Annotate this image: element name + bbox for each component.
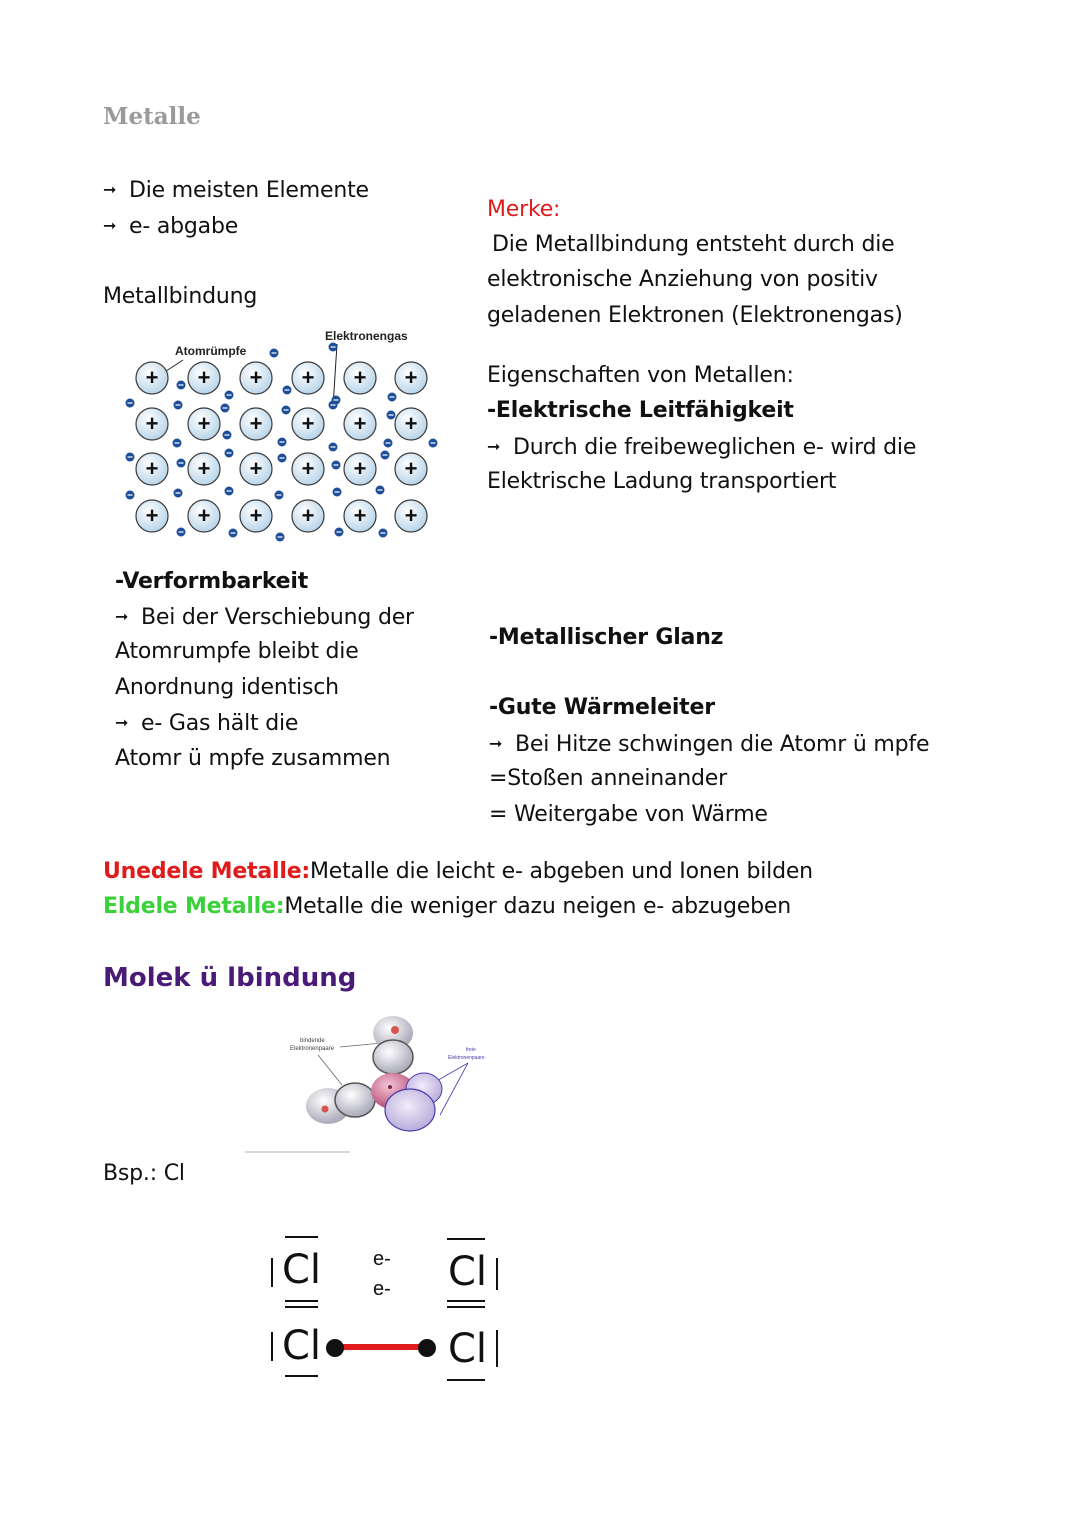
- electron-label-1: e-: [373, 1248, 391, 1270]
- plus-charge: +: [249, 365, 263, 390]
- edel-label: Eldele Metalle:: [103, 894, 285, 919]
- atom-core: [292, 500, 324, 532]
- merke-label: Merke:: [487, 197, 561, 222]
- atom-core: [240, 362, 272, 394]
- free-label: freie: [466, 1047, 476, 1053]
- bonding-pointer-1: [340, 1043, 382, 1047]
- atom-core: [136, 500, 168, 532]
- free-label-2: Elektronenpaare: [448, 1055, 485, 1061]
- chlorine-atom-3: Cl: [282, 1323, 322, 1369]
- arrow-icon: ➞: [103, 180, 117, 199]
- merke-line-2: elektronische Anziehung von positiv: [487, 267, 878, 292]
- atom-core: [188, 408, 220, 440]
- unedel-row: [103, 854, 813, 889]
- deformability-line-5: Atomr ü mpfe zusammen: [115, 746, 391, 771]
- atom-core: [395, 453, 427, 485]
- metallbindung-heading: Metallbindung: [103, 284, 258, 309]
- electron-gas-label: Elektronengas: [325, 329, 408, 343]
- heat-title: -Gute Wärmeleiter: [489, 695, 715, 720]
- atom-core: [395, 362, 427, 394]
- atom-core: [292, 408, 324, 440]
- metal-bond-diagram: [115, 325, 450, 550]
- conductivity-line-1: ➞ Durch die freibeweglichen e- wird die: [487, 429, 916, 465]
- electron-label-2: e-: [373, 1278, 391, 1300]
- luster-title: -Metallischer Glanz: [489, 625, 724, 650]
- atom-cores-label: Atomrümpfe: [175, 344, 247, 358]
- unedel-label: Unedele Metalle:: [103, 859, 311, 884]
- atom-core: [188, 362, 220, 394]
- nucleus-left: [322, 1106, 329, 1113]
- bonding-label: bindende: [300, 1038, 325, 1044]
- edel-text: Metalle die weniger dazu neigen e- abzugeben: [284, 894, 791, 919]
- plus-charge: +: [197, 456, 211, 481]
- atom-core: [136, 453, 168, 485]
- plus-charge: +: [197, 365, 211, 390]
- plus-charge: +: [404, 411, 418, 436]
- example-label: Bsp.: Cl: [103, 1161, 185, 1186]
- atom-core: [136, 362, 168, 394]
- free-pair-lobe-bottom: [385, 1089, 435, 1131]
- molekuel-heading: Molek ü lbindung: [103, 963, 357, 993]
- atom-core: [188, 453, 220, 485]
- atom-core: [344, 453, 376, 485]
- plus-charge: +: [145, 456, 159, 481]
- deformability-title: -Verformbarkeit: [115, 569, 309, 594]
- electron-cloud: [126, 343, 438, 542]
- nucleus-center: [388, 1085, 392, 1089]
- atom-core: [344, 500, 376, 532]
- deformability-line-1: ➞ Bei der Verschiebung der: [115, 599, 414, 635]
- molecule-figure: [240, 1005, 515, 1165]
- merke-line-3: geladenen Elektronen (Elektronengas): [487, 303, 903, 328]
- atom-core: [188, 500, 220, 532]
- plus-charge: +: [145, 411, 159, 436]
- heat-line-3: = Weitergabe von Wärme: [489, 802, 768, 827]
- chlorine-atom-1: Cl: [282, 1247, 322, 1293]
- plus-charge: +: [301, 503, 315, 528]
- plus-charge: +: [197, 411, 211, 436]
- deformability-line-2: Atomrumpfe bleibt die: [115, 639, 359, 664]
- bonding-pair-lobe-left: [335, 1083, 375, 1117]
- deformability-line-3: Anordnung identisch: [115, 675, 339, 700]
- plus-charge: +: [404, 503, 418, 528]
- atom-core: [292, 362, 324, 394]
- plus-charge: +: [145, 365, 159, 390]
- conductivity-line-2: Elektrische Ladung transportiert: [487, 469, 837, 494]
- arrow-icon: ➞: [115, 607, 129, 626]
- intro-line-2: ➞ e- abgabe: [103, 208, 238, 244]
- heat-line-1: ➞ Bei Hitze schwingen die Atomr ü mpfe: [489, 726, 929, 762]
- plus-charge: +: [353, 411, 367, 436]
- unedel-text: Metalle die leicht e- abgeben und Ionen bilden: [310, 859, 813, 884]
- bond-electron-left: [326, 1339, 344, 1357]
- plus-charge: +: [404, 365, 418, 390]
- plus-charge: +: [145, 503, 159, 528]
- plus-charge: +: [353, 365, 367, 390]
- page-title: Metalle: [103, 103, 201, 130]
- chlorine-atom-2: Cl: [448, 1249, 488, 1295]
- plus-charge: +: [353, 456, 367, 481]
- plus-charge: +: [404, 456, 418, 481]
- heat-line-2: =Stoßen anneinander: [489, 766, 727, 791]
- deformability-line-4: ➞ e- Gas hält die: [115, 705, 298, 741]
- conductivity-title: -Elektrische Leitfähigkeit: [487, 398, 794, 423]
- atom-core: [240, 500, 272, 532]
- bond-electron-right: [418, 1339, 436, 1357]
- atom-core: [344, 408, 376, 440]
- lewis-structure: [255, 1225, 520, 1395]
- atom-core: [240, 453, 272, 485]
- atom-core: [395, 408, 427, 440]
- bonding-pair-lobe-top: [373, 1040, 413, 1074]
- plus-charge: +: [301, 456, 315, 481]
- plus-charge: +: [353, 503, 367, 528]
- bonding-label-2: Elektronenpaare: [290, 1046, 335, 1052]
- properties-heading: Eigenschaften von Metallen:: [487, 363, 794, 388]
- atom-core: [344, 362, 376, 394]
- arrow-icon: ➞: [115, 713, 129, 732]
- plus-charge: +: [249, 411, 263, 436]
- nucleus-top: [391, 1026, 399, 1034]
- plus-charge: +: [301, 411, 315, 436]
- plus-charge: +: [249, 456, 263, 481]
- edel-row: [103, 889, 791, 924]
- merke-line-1: Die Metallbindung entsteht durch die: [492, 232, 895, 257]
- chlorine-atom-4: Cl: [448, 1326, 488, 1372]
- arrow-icon: ➞: [487, 437, 501, 456]
- plus-charge: +: [197, 503, 211, 528]
- arrow-icon: ➞: [489, 734, 503, 753]
- plus-charge: +: [249, 503, 263, 528]
- atom-core: [136, 408, 168, 440]
- intro-line-1: ➞ Die meisten Elemente: [103, 172, 369, 208]
- arrow-icon: ➞: [103, 216, 117, 235]
- plus-charge: +: [301, 365, 315, 390]
- atom-core: [292, 453, 324, 485]
- atom-core: [395, 500, 427, 532]
- atom-core: [240, 408, 272, 440]
- bonding-pointer-2: [318, 1055, 342, 1085]
